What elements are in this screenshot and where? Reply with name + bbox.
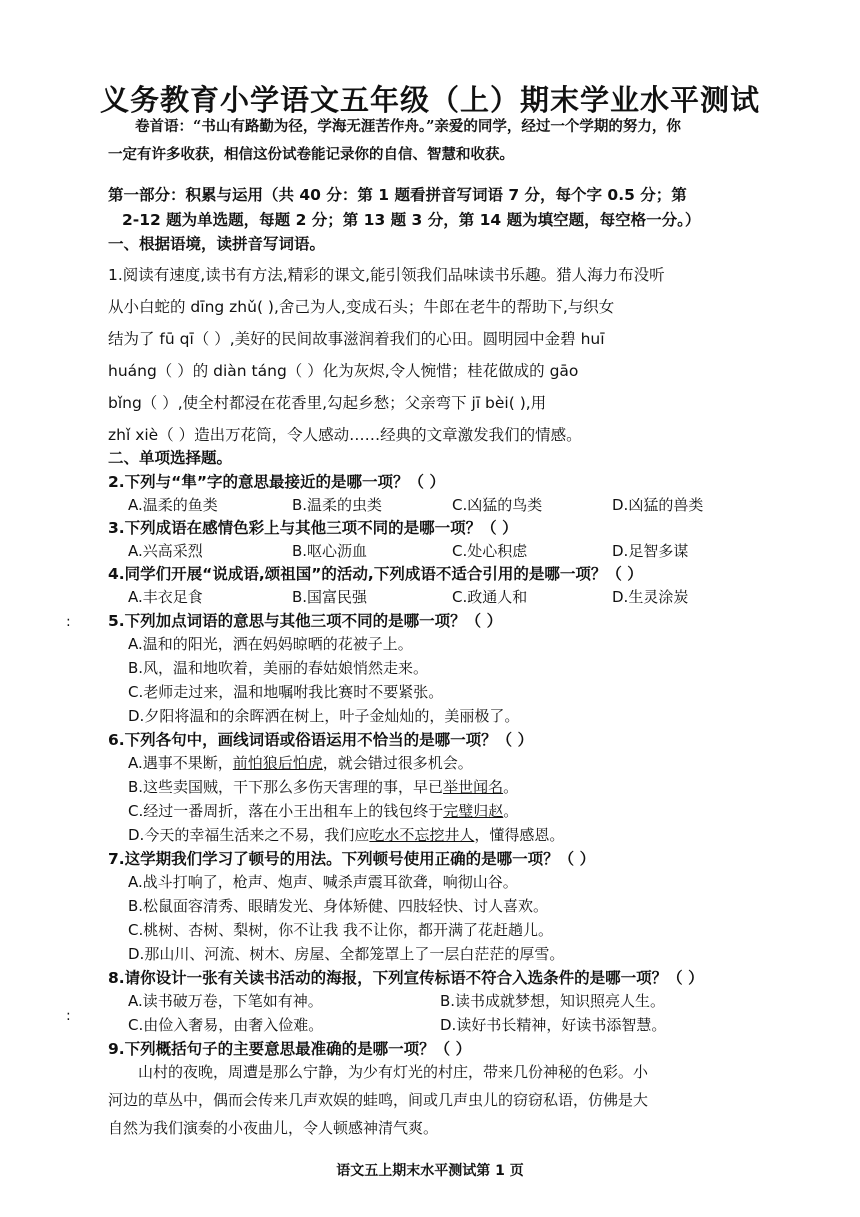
q1-line-3: 结为了 fū qī（ ）,美好的民间故事滋润着我们的心田。圆明园中金碧 huī xyxy=(108,330,605,348)
q2-option-c: C.凶猛的鸟类 xyxy=(452,496,543,514)
question-5: 5.下列加点词语的意思与其他三项不同的是哪一项？（ ） xyxy=(108,612,503,630)
q6-b-text: B.这些卖国贼，干下那么多伤天害理的事，早已 xyxy=(128,778,444,796)
q6-b-underlined: 举世闻名 xyxy=(443,778,504,796)
question-6: 6.下列各句中，画线词语或俗语运用不恰当的是哪一项？（ ） xyxy=(108,731,534,749)
q4-option-c: C.政通人和 xyxy=(452,588,528,606)
q6-b-text-end: 。 xyxy=(503,778,519,796)
q3-option-d: D.足智多谋 xyxy=(612,542,689,560)
q6-option-b xyxy=(128,776,518,797)
q8-option-b: B.读书成就梦想，知识照亮人生。 xyxy=(440,992,666,1010)
q4-option-d: D.生灵涂炭 xyxy=(612,588,689,606)
q1-line-2: 从小白蛇的 dīng zhǔ( ),舍己为人,变成石头；牛郎在老牛的帮助下,与织女 xyxy=(108,298,615,316)
part1-heading-cont: 2-12 题为单选题，每题 2 分；第 13 题 3 分，第 14 题为填空题，每空格一分。） xyxy=(122,211,701,229)
q7-option-a: A.战斗打响了，枪声、炮声、喊杀声震耳欲聋，响彻山谷。 xyxy=(128,873,518,891)
q2-option-b: B.温柔的虫类 xyxy=(292,496,383,514)
question-9: 9.下列概括句子的主要意思最准确的是哪一项？（ ） xyxy=(108,1040,472,1058)
q8-option-a: A.读书破万卷，下笔如有神。 xyxy=(128,992,323,1010)
q9-passage-line-2: 河边的草丛中，偶而会传来几声欢娱的蛙鸣，间或几声虫儿的窃窃私语，仿佛是大 xyxy=(108,1091,649,1109)
q6-a-text: A.遇事不果断， xyxy=(128,754,233,772)
q4-option-b: B.国富民强 xyxy=(292,588,368,606)
q9-passage-line-3: 自然为我们演奏的小夜曲儿，令人顿感神清气爽。 xyxy=(108,1119,439,1137)
q6-d-underlined: 吃水不忘挖井人 xyxy=(369,826,475,844)
q6-d-text: D.今天的幸福生活来之不易，我们应 xyxy=(128,826,370,844)
q6-d-text-end: ，懂得感恩。 xyxy=(474,826,565,844)
q6-c-text-end: 。 xyxy=(503,802,519,820)
question-3: 3.下列成语在感情色彩上与其他三项不同的是哪一项？（ ） xyxy=(108,519,518,537)
exam-title: 义务教育小学语文五年级（上）期末学业水平测试 xyxy=(99,83,760,117)
q6-option-a xyxy=(128,752,473,773)
q6-a-underlined: 前怕狼后怕虎 xyxy=(232,754,323,772)
q6-a-text-end: ，就会错过很多机会。 xyxy=(322,754,473,772)
q5-option-d: D.夕阳将温和的余晖洒在树上，叶子金灿灿的，美丽极了。 xyxy=(128,707,520,725)
intro-line-2: 一定有许多收获，相信这份试卷能记录你的自信、智慧和收获。 xyxy=(108,146,514,163)
page-footer: 语文五上期末水平测试第 1 页 xyxy=(336,1163,524,1179)
q1-line-5: bǐng（ ）,使全村都浸在花香里,勾起乡愁；父亲弯下 jī bèi( ),用 xyxy=(108,394,547,412)
section-2-heading: 二、单项选择题。 xyxy=(108,449,233,467)
q7-option-d: D.那山川、河流、树木、房屋、全都笼罩上了一层白茫茫的厚雪。 xyxy=(128,945,565,963)
q3-option-b: B.呕心沥血 xyxy=(292,542,368,560)
q5-option-a: A.温和的阳光，洒在妈妈晾晒的花被子上。 xyxy=(128,635,413,653)
q5-option-b: B.风，温和地吹着，美丽的春姑娘悄然走来。 xyxy=(128,659,429,677)
q9-passage-line-1: 山村的夜晚，周遭是那么宁静，为少有灯光的村庄，带来几份神秘的色彩。小 xyxy=(108,1063,649,1081)
intro-line-1: 卷首语：“书山有路勤为径，学海无涯苦作舟。”亲爱的同学，经过一个学期的努力，你 xyxy=(135,118,681,135)
q1-line-4: huáng（ ）的 diàn táng（ ）化为灰烬,令人惋惜；桂花做成的 gāo xyxy=(108,362,579,380)
question-2: 2.下列与“隼”字的意思最接近的是哪一项？（ ） xyxy=(108,473,445,491)
q2-option-d: D.凶猛的兽类 xyxy=(612,496,704,514)
q3-option-a: A.兴高采烈 xyxy=(128,542,203,560)
q7-option-c: C.桃树、杏树、梨树，你不让我 我不让你，都开满了花赶趟儿。 xyxy=(128,921,554,939)
q7-option-b: B.松鼠面容清秀、眼睛发光、身体矫健、四肢轻快、讨人喜欢。 xyxy=(128,897,549,915)
q6-option-c xyxy=(128,800,518,821)
q6-c-text: C.经过一番周折，落在小王出租车上的钱包终于 xyxy=(128,802,444,820)
q5-option-c: C.老师走过来，温和地嘱咐我比赛时不要紧张。 xyxy=(128,683,444,701)
q1-line-6: zhǐ xiè（ ）造出万花筒，令人感动……经典的文章激发我们的情感。 xyxy=(108,426,582,444)
q6-c-underlined: 完璧归赵 xyxy=(443,802,504,820)
q6-option-d xyxy=(128,824,564,845)
q8-option-d: D.读好书长精神，好读书添智慧。 xyxy=(440,1016,667,1034)
q3-option-c: C.处心积虑 xyxy=(452,542,528,560)
part1-heading: 第一部分：积累与运用（共 40 分：第 1 题看拼音写词语 7 分，每个字 0.5 分；第 xyxy=(108,186,687,204)
q4-option-a: A.丰衣足食 xyxy=(128,588,203,606)
section-1-heading: 一、根据语境，读拼音写词语。 xyxy=(108,235,326,253)
margin-mark: : xyxy=(66,614,71,630)
question-4: 4.同学们开展“说成语,颂祖国”的活动,下列成语不适合引用的是哪一项？（ ） xyxy=(108,565,643,583)
question-8: 8.请你设计一张有关读书活动的海报，下列宣传标语不符合入选条件的是哪一项？（ ） xyxy=(108,969,704,987)
q8-option-c: C.由俭入奢易，由奢入俭难。 xyxy=(128,1016,324,1034)
q1-line-1: 1.阅读有速度,读书有方法,精彩的课文,能引领我们品味读书乐趣。猎人海力布没听 xyxy=(108,266,665,284)
margin-mark: : xyxy=(66,1008,71,1024)
question-7: 7.这学期我们学习了顿号的用法。下列顿号使用正确的是哪一项？（ ） xyxy=(108,850,596,868)
q2-option-a: A.温柔的鱼类 xyxy=(128,496,218,514)
